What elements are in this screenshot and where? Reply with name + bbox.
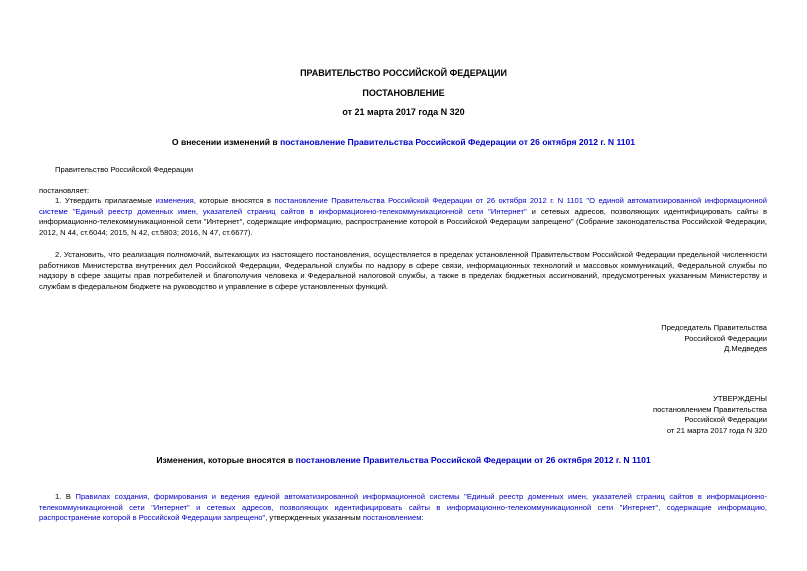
p1-link-changes[interactable]: изменения xyxy=(155,196,194,205)
c1-text-2: , утвержденных указанным xyxy=(265,513,363,523)
p1-link-resolution[interactable]: постановление Правительства Российской Федерации от 26 октября 2012 г. N 1101 "О единой автоматизированной информационной системе "Единый реестр доменных имен, указателей страниц сайтов в информационно-телекоммуникационной сети "Интернет" xyxy=(39,196,767,216)
signature-line-2: Российской Федерации xyxy=(684,333,767,343)
c1-text-1: 1. В xyxy=(55,492,76,501)
approved-line-3: Российской Федерации xyxy=(684,415,767,425)
changes-title-prefix: Изменения, которые вносятся в xyxy=(156,455,296,465)
resolves-label: постановляет: xyxy=(39,186,90,195)
title-prefix: О внесении изменений в xyxy=(171,137,281,147)
signature-line-1: Председатель Правительства xyxy=(661,323,767,332)
approved-line-2: постановлением Правительства xyxy=(652,404,767,414)
doc-type-heading: ПОСТАНОВЛЕНИЕ xyxy=(362,88,445,98)
approved-line-4: от 21 марта 2017 года N 320 xyxy=(666,425,767,435)
paragraph-2: 2. Установить, что реализация полномочий, вытекающих из настоящего постановления, осуществляется в пределах установленной Правительством Российской Федерации предельной численности работников Министерства внутренних дел Российской Федерации, Федеральной службы по надзору в сфере связи, информационных технологий и массовых коммуникаций, Федеральной службы по надзору в сфере защиты прав потребителей и благополучия человека и Федеральной налоговой службы, а также в пределах бюджетных ассигнований, предусмотренных указанным Министерству и службам в федеральном бюджете на руководство и управление в сфере установленных функций. xyxy=(39,250,767,291)
signature-block xyxy=(661,323,767,355)
p1-text-1: 1. Утвердить прилагаемые xyxy=(55,196,156,205)
changes-title xyxy=(0,455,807,465)
signature-line-3: Д.Медведев xyxy=(724,344,767,354)
document-title xyxy=(0,137,807,147)
c1-text-3: : xyxy=(421,513,424,523)
changes-title-link[interactable]: постановление Правительства Российской Федерации от 26 октября 2012 г. N 1101 xyxy=(295,455,651,465)
title-link[interactable]: постановление Правительства Российской Федерации от 26 октября 2012 г. N 1101 xyxy=(280,137,636,147)
approved-line-1: УТВЕРЖДЕНЫ xyxy=(713,394,767,403)
paragraph-1 xyxy=(39,196,767,238)
p1-text-2: , которые вносятся в xyxy=(193,196,275,205)
date-number: от 21 марта 2017 года N 320 xyxy=(342,107,465,117)
c1-link-rules[interactable]: Правилах создания, формирования и ведения единой автоматизированной информационной системы "Единый реестр доменных имен, указателей страниц сайтов в информационно-телекоммуникационной сети "Интернет" и сетевых адресов, позволяющих идентифицировать сайты в информационно-телекоммуникационной сети "Интернет", содержащие информацию, распространение которой в Российской Федерации запрещено" xyxy=(39,492,767,523)
approved-block xyxy=(653,394,767,436)
government-label: Правительство Российской Федерации xyxy=(55,165,194,174)
org-heading: ПРАВИТЕЛЬСТВО РОССИЙСКОЙ ФЕДЕРАЦИИ xyxy=(300,68,507,78)
c1-link-resolution[interactable]: постановлением xyxy=(362,513,422,523)
change-item-1 xyxy=(39,492,767,524)
p1-text-3: и сетевых адресов, позволяющих идентифицировать сайты в информационно-телекоммуникационной сети "Интернет", содержащие информацию, распространение которой в Российской Федерации запрещено" (Собрание законодательства Российской Федерации, 2012, N 44, ст.6044; 2015, N 42, ст.5803; 2016, N 47, ст.6677). xyxy=(39,206,767,237)
